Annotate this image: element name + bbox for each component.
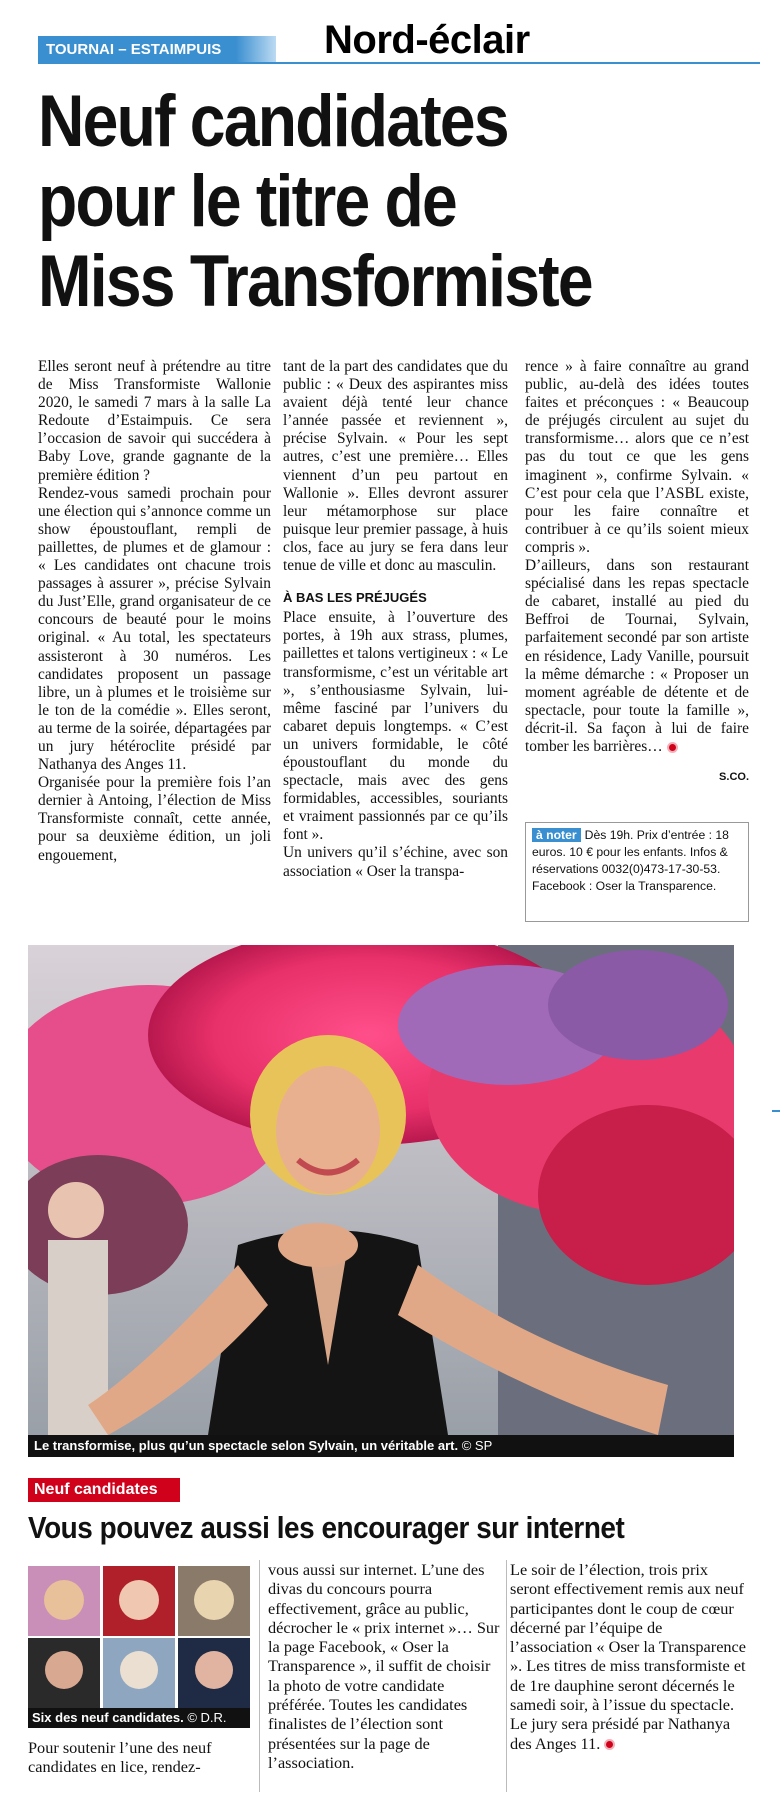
- sidebar-column-3: [510, 1560, 748, 1753]
- paragraph: Un univers qu’il s’échine, avec son association « Oser la transpa-: [283, 844, 508, 880]
- rubric-fade: [236, 36, 276, 64]
- section-rubric: TOURNAI – ESTAIMPUIS: [38, 36, 274, 64]
- end-mark-icon: [667, 742, 678, 753]
- paragraph: rence » à faire connaître au grand public, au-delà des idées toutes faites et préconçues : « Beaucoup de préjugés circulent au sujet du transformisme… alors que ce n’est pas du tout ce que les gens imaginent », confirme Sylvain. « C’est pour cela que l’ASBL existe, pour les faire connaître et contribuer à ce qu’ils soient mieux compris ».: [525, 358, 749, 556]
- article-column-3: [525, 358, 749, 786]
- article-column-2: [283, 358, 508, 881]
- article-headline: [38, 82, 672, 322]
- thumbnails-caption: [28, 1708, 250, 1728]
- paragraph: Elles seront neuf à prétendre au titre de Miss Transformiste Wallonie 2020, le samedi 7 mars à la salle La Redoute d’Estaimpuis. Ce sera l’occasion de savoir qui succédera à Baby Love, grande gagnante de la première édition ?: [38, 358, 271, 484]
- main-photo: [28, 945, 734, 1435]
- sidebar-column-2: vous aussi sur internet. L’une des divas du concours pourra effectivement, grâce au public, décrocher le « prix internet »… Sur la page Facebook, « Oser la Transparence », il suffit de choisir la photo de votre candidate préférée. Toutes les candidates finalistes de l’élection sont présentées sur la page de l’association.: [268, 1560, 500, 1772]
- info-text: Dès 19h. Prix d’entrée : 18 euros. 10 € pour les enfants. Infos & réservations 0032(0)473-17-30-53. Facebook : Oser la Transparence.: [532, 828, 729, 893]
- headline-line-2: pour le titre de: [38, 161, 457, 242]
- sidebar-column-1: Pour soutenir l’une des neuf candidates en lice, rendez-: [28, 1738, 212, 1777]
- paragraph: tant de la part des candidates que du public : « Deux des aspirantes miss avaient déjà tenté leur chance l’année passée et reviennent », précise Sylvain. « Pour les sept autres, c’est une première… Elles viennent d’un peu partout en Wallonie ». Elles devront assurer leur métamorphose sur place puisque leur premier passage, à huis clos, face au jury se fera dans leur tenue de ville et donc au masculin.: [283, 358, 508, 575]
- author-signature: S.CO.: [719, 771, 749, 784]
- article-column-1: [38, 358, 271, 865]
- performer-photo-illustration: [28, 945, 734, 1435]
- page-edge-mark: [772, 1110, 780, 1112]
- column-divider: [506, 1560, 507, 1792]
- thumb-caption-text: Six des neuf candidates.: [32, 1710, 184, 1725]
- photo-caption: [28, 1435, 734, 1457]
- sidebar-column-3-text: Le soir de l’élection, trois prix seront effectivement remis aux neuf participantes dont le coup de cœur décerné par l’équipe de l’association « Oser la Transparence ». Les titres de miss transformiste et de 1re dauphine seront décernés le samedi soir, à l’issue du spectacle. Le jury sera présidé par Nathanya des Anges 11.: [510, 1560, 747, 1753]
- headline-line-3: Miss Transformiste: [38, 241, 592, 322]
- candidates-grid-illustration: [28, 1566, 250, 1708]
- paragraph-text: D’ailleurs, dans son restaurant spécialisé dans les repas spectacle de cabaret, installé au pied du Beffroi de Tournai, Sylvain, parfaitement secondé par son artiste en résidence, Lady Vanille, poursuit la même démarche : « Proposer un moment agréable de détente et de spectacle, pour toute la famille », décrit-il. Sa façon à lui de faire tomber les barrières…: [525, 557, 749, 755]
- info-box: [525, 822, 749, 922]
- end-mark-icon: [604, 1739, 615, 1750]
- photo-credit: © SP: [461, 1438, 493, 1453]
- paragraph: Rendez-vous samedi prochain pour une élection qui s’annonce comme un show époustouflant, rempli de paillettes, de plumes et de glamour : « Les candidates ont chacune trois passages à assurer », précise Sylvain du Just’Elle, grand organisateur de ce concours de beauté pour le moins original. « Au total, les spectateurs assisteront à 30 numéros. Les candidates proposent un passage libre, un à plumes et le troisième sur le ton de la comédie ». Elles seront, au terme de la soirée, départagées par un jury hétéroclite présidé par Nathanya des Anges 11.: [38, 484, 271, 774]
- paragraph: Place ensuite, à l’ouverture des portes, à 19h aux strass, plumes, paillettes et talons vertigineux : « Le transformisme, c’est un véritable art », s’enthousiasme Sylvain, lui-même fasciné par l’univers du cabaret depuis longtemps. « C’est un univers formidable, le côté époustouflant du monde du spectacle, mais avec des gens formidables, accessibles, souriants et vraiment passionnés par ce qu’ils font ».: [283, 609, 508, 844]
- column-divider: [259, 1560, 260, 1792]
- info-tag: à noter: [532, 828, 581, 842]
- caption-text: Le transformise, plus qu’un spectacle selon Sylvain, un véritable art.: [34, 1438, 459, 1453]
- masthead-logo: Nord-éclair: [324, 18, 530, 62]
- candidates-thumbnails: [28, 1566, 250, 1708]
- paragraph: [525, 557, 749, 756]
- paragraph: Organisée pour la première fois l’an dernier à Antoing, l’élection de Miss Transformiste connaît, cette année, pour sa deuxième édition, un joli engouement,: [38, 774, 271, 864]
- thumb-credit: © D.R.: [187, 1710, 227, 1725]
- sidebar-tag: Neuf candidates: [28, 1478, 180, 1502]
- sidebar-headline: Vous pouvez aussi les encourager sur internet: [28, 1510, 625, 1545]
- article-subhead: À BAS LES PRÉJUGÉS: [283, 590, 427, 606]
- headline-line-1: Neuf candidates: [38, 81, 508, 162]
